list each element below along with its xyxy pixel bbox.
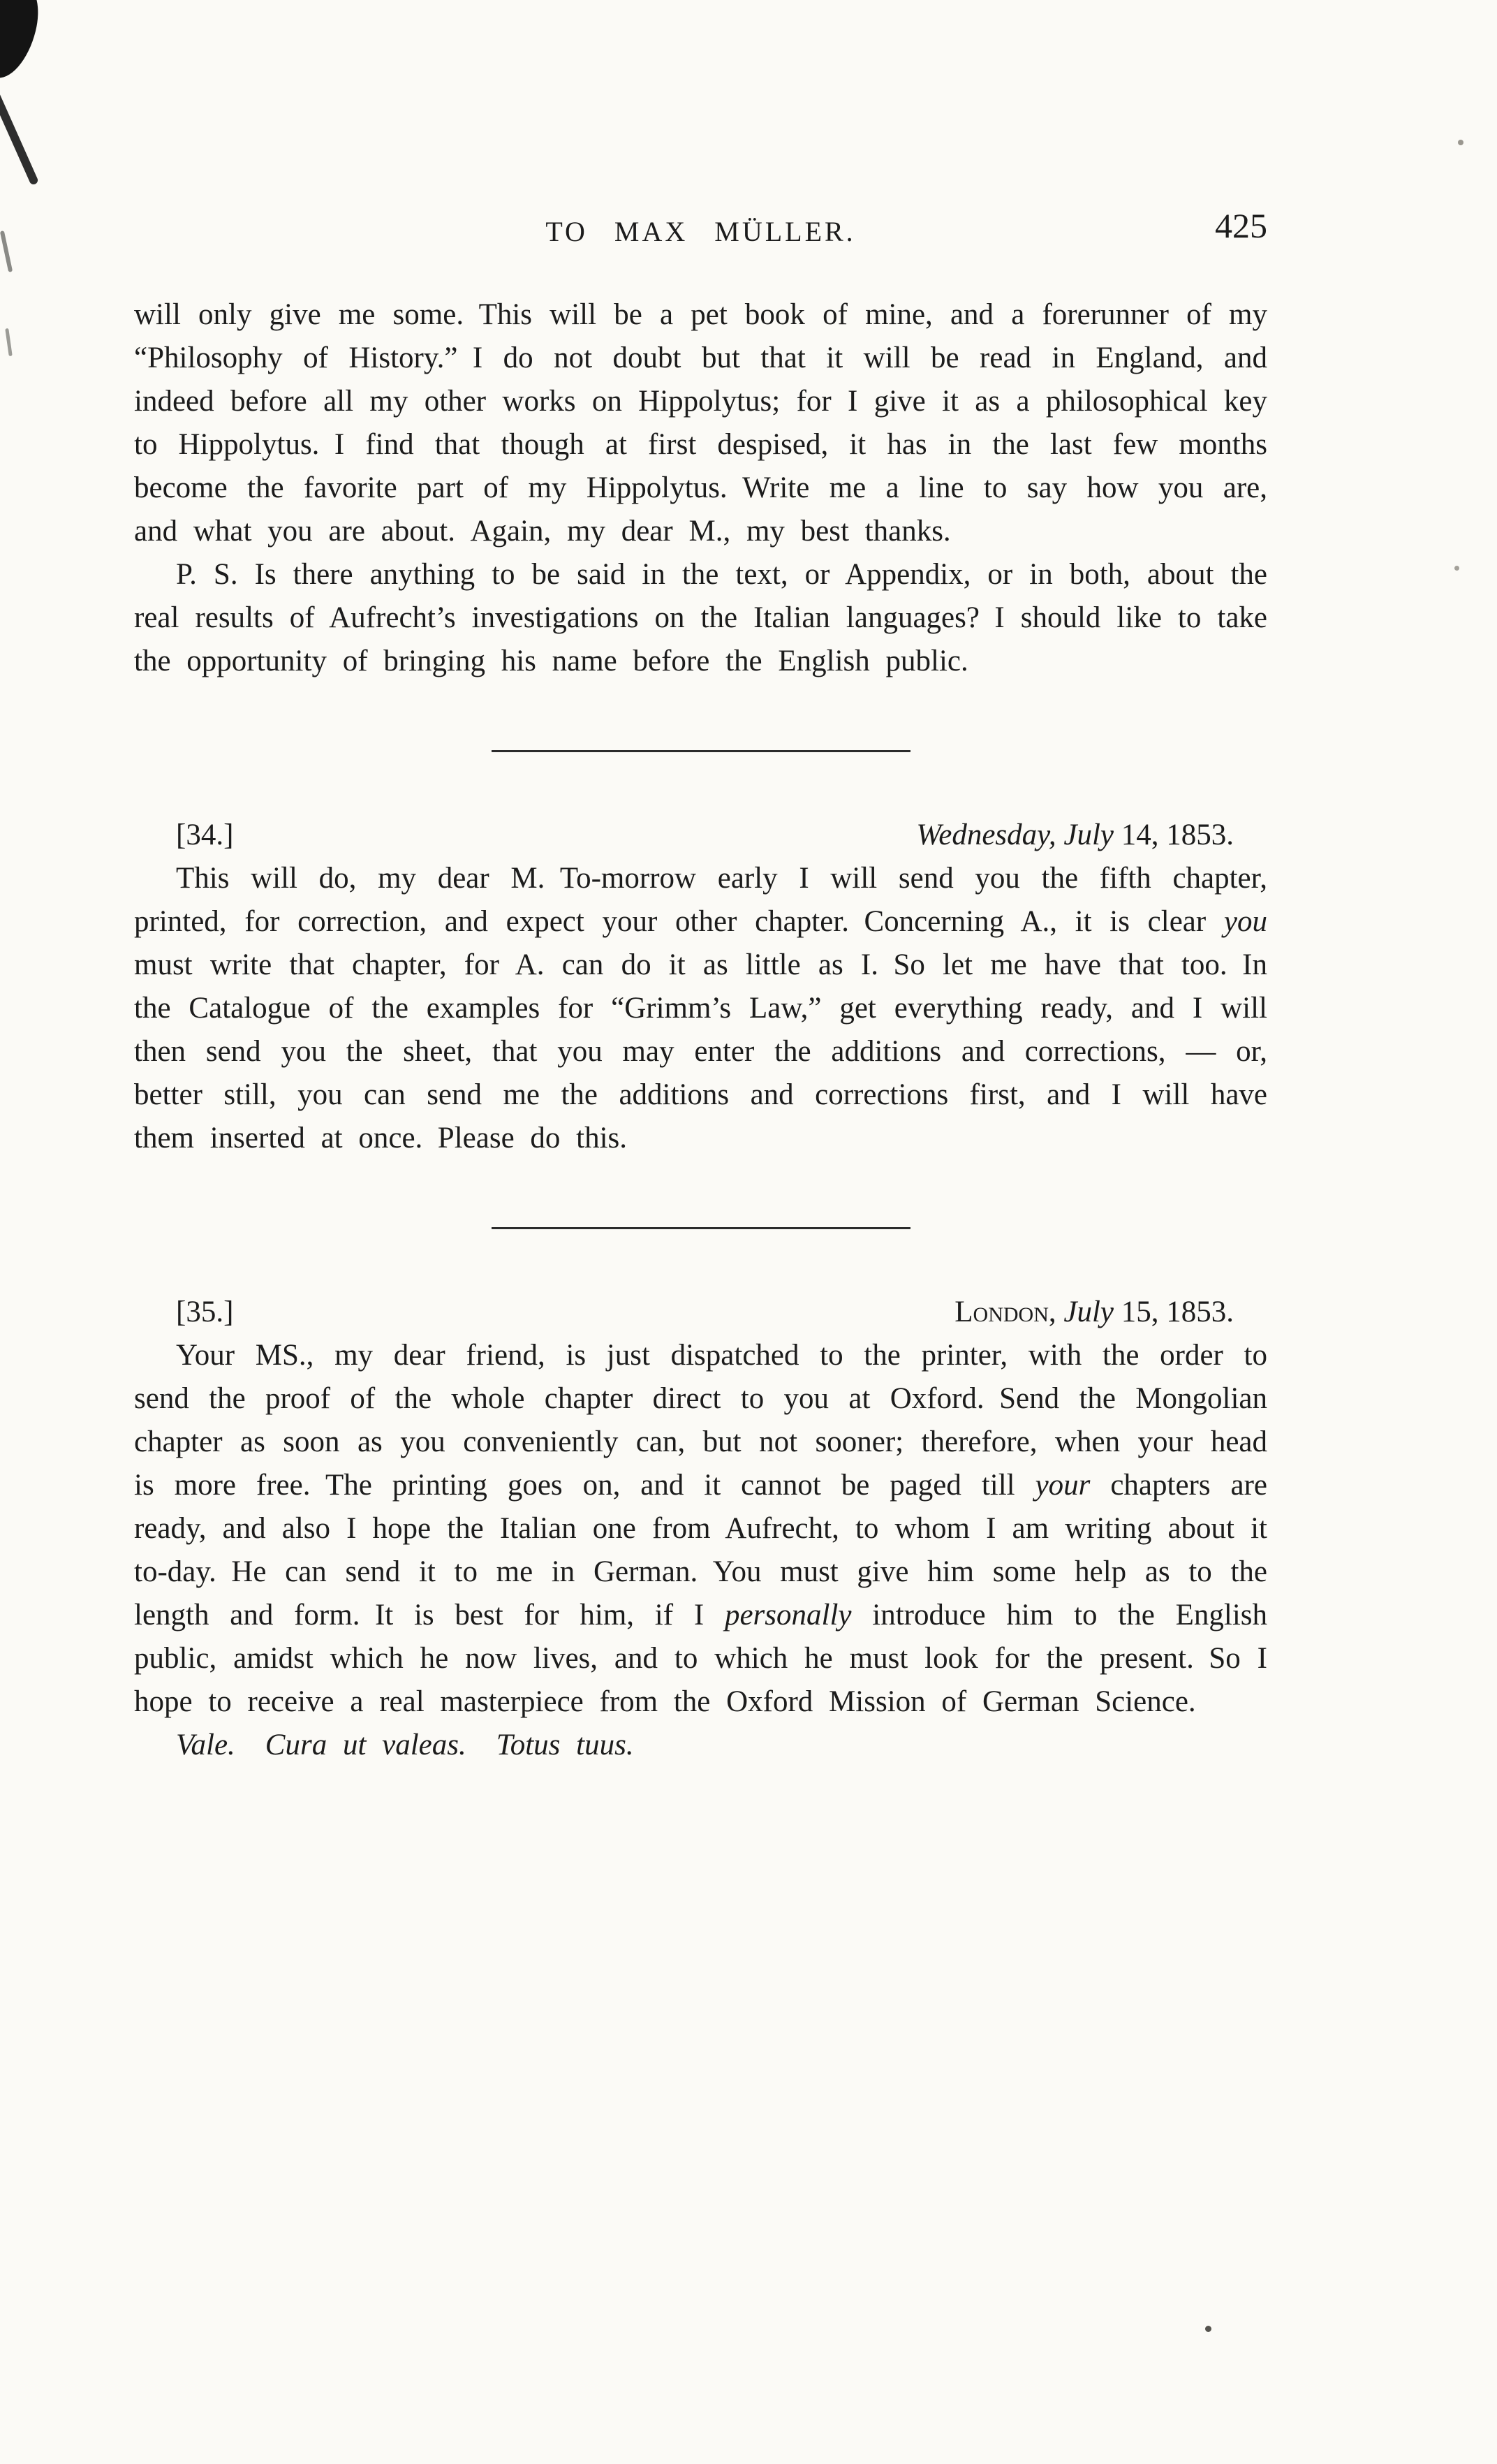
scan-artifact-speck: [1454, 566, 1459, 571]
text-segment: This will do, my dear M. To-morrow early I will send you the fifth chapter, printed, for correction, and expect your other chapter. Concerning A., it is clear: [134, 862, 1267, 938]
letter-heading: [134, 1291, 1267, 1334]
text-segment: ,: [1048, 1296, 1064, 1328]
text-segment: will only give me some. This will be a pet book of mine, and a forerunner of my “Philosophy of History.” I do not doubt but that it will be read in England, and indeed before all my other works on Hippolytus; for I give it as a philosophical key to Hippolytus. I find that though at first despised, it has in the last few months become the favorite part of my Hippolytus. Write me a line to say how you are, and what you are about. Again, my dear M., my best thanks.: [134, 298, 1267, 548]
scan-artifact-tick: [0, 230, 13, 272]
letter-number: [34.]: [176, 819, 234, 851]
paragraph-continuation: [134, 293, 1267, 553]
text-segment: July: [1063, 1296, 1114, 1328]
text-column: [134, 206, 1268, 1767]
text-segment: 15, 1853.: [1114, 1296, 1234, 1328]
page-header: [134, 206, 1267, 256]
letter-paragraph: [134, 1334, 1267, 1724]
scan-artifact-speck: [1458, 140, 1463, 145]
paragraph-postscript: [134, 553, 1267, 683]
text-segment: you: [1223, 905, 1267, 938]
text-segment: your: [1035, 1469, 1091, 1502]
letter-date: [916, 814, 1234, 857]
text-segment: chapters are ready, and also I hope the Italian one from Aufrecht, to whom I am writing about it to-day. He can send it to me in German. You must give him some help as to the length and form. It is best for him, if I: [134, 1469, 1268, 1631]
section-divider: [492, 1227, 910, 1229]
letter-number: [35.]: [176, 1296, 234, 1328]
scan-artifact-corner: [0, 0, 46, 85]
text-segment: Wednesday, July: [916, 819, 1114, 851]
text-segment: London: [954, 1296, 1049, 1328]
letter-date: [954, 1291, 1234, 1334]
page-number: 425: [1215, 206, 1267, 245]
text-segment: introduce him to the English public, amidst which he now lives, and to which he must look for the present. So I hope to receive a real masterpiece from the Oxford Mission of German Science.: [134, 1599, 1267, 1718]
scan-artifact-speck: [1205, 2326, 1211, 2332]
letter-valediction: [134, 1724, 1267, 1767]
section-divider: [492, 750, 910, 752]
text-segment: must write that chapter, for A. can do it as little as I. So let me have that too. In the Catalogue of the examples for “Grimm’s Law,” get everything ready, and I will then send you the sheet, that you may enter the additions and corrections, — or, better still, you can send me the additions and corrections first, and I will have them inserted at once. Please do this.: [134, 948, 1267, 1154]
text-segment: P. S. Is there anything to be said in the text, or Appendix, or in both, about the real results of Aufrecht’s investigations on the Italian languages? I should like to take the opportunity of bringing his name before the English public.: [134, 558, 1267, 677]
letter-paragraph: [134, 857, 1267, 1160]
text-segment: Vale. Cura ut valeas. Totus tuus.: [176, 1729, 634, 1761]
text-segment: 14, 1853.: [1114, 819, 1234, 851]
running-title: TO MAX MÜLLER.: [545, 216, 856, 247]
letter-heading: [134, 814, 1267, 857]
scan-artifact-tick: [5, 328, 13, 356]
scan-artifact-slash: [0, 87, 39, 186]
page-body: [134, 293, 1267, 1767]
text-segment: Your MS., my dear friend, is just dispatched to the printer, with the order to send the proof of the whole chapter direct to you at Oxford. Send the Mongolian chapter as soon as you conveniently can, but not sooner; therefore, when your head is more free. The printing goes on, and it cannot be paged till: [134, 1339, 1267, 1502]
text-segment: personally: [724, 1599, 852, 1631]
